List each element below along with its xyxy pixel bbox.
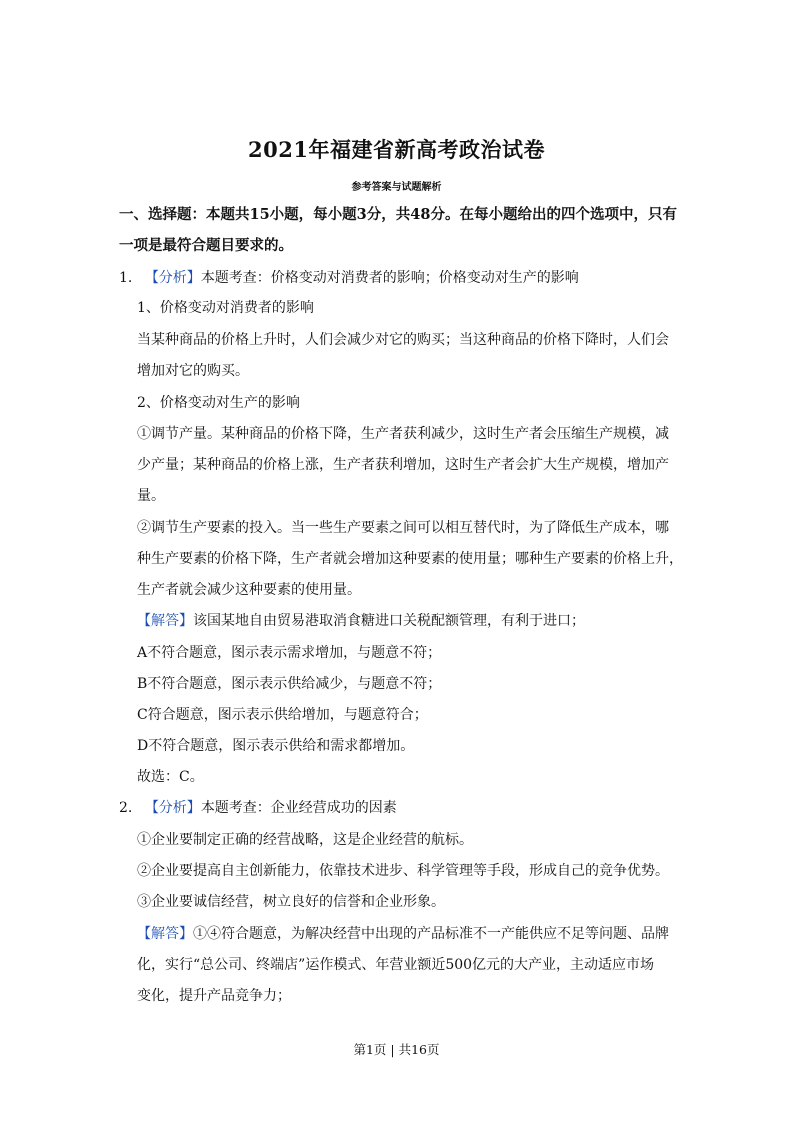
q2-answer-line xyxy=(137,924,669,944)
q1-answer-line xyxy=(137,611,585,631)
q2-text-line-3: ③企业要诚信经营，树立良好的信誉和企业形象。 xyxy=(137,894,445,910)
q1-text-line-4: 2、价格变动对生产的影响 xyxy=(137,395,300,411)
page-footer: 第1页 | 共16页 xyxy=(353,1042,440,1057)
q2-answer-text-1: ①④符合题意，为解决经营中出现的产品标准不一产能供应不足等问题、品牌 xyxy=(193,926,669,942)
q1-text-line-8: ②调节生产要素的投入。当一些生产要素之间可以相互替代时，为了降低生产成本，哪 xyxy=(137,520,669,536)
q1-option-c: C符合题意，图示表示供给增加，与题意符合； xyxy=(137,707,428,723)
q1-choice: 故选：C。 xyxy=(137,769,204,785)
page-title: 2021年福建省新高考政治试卷 xyxy=(248,137,545,162)
q1-analysis-text: 本题考查：价格变动对消费者的影响；价格变动对生产的影响 xyxy=(200,270,579,286)
q2-answer-text-3: 变化，提升产品竞争力； xyxy=(137,988,291,1004)
q1-text-line-2: 当某种商品的价格上升时，人们会减少对它的购买；当这种商品的价格下降时，人们会 xyxy=(137,332,669,348)
q1-answer-tag: 【解答】 xyxy=(137,613,193,629)
q2-analysis-text: 本题考查：企业经营成功的因素 xyxy=(200,800,397,816)
section-heading-line-1: 一、选择题：本题共15小题，每小题3分，共48分。在每小题给出的四个选项中，只有 xyxy=(119,206,677,223)
q2-number: 2. xyxy=(119,800,133,816)
q1-option-a: A不符合题意，图示表示需求增加，与题意不符； xyxy=(137,645,442,661)
q1-text-line-5: ①调节产量。某种商品的价格下降，生产者获利减少，这时生产者会压缩生产规模，减 xyxy=(137,426,669,442)
q2-text-line-2: ②企业要提高自主创新能力，依靠技术进步、科学管理等手段，形成自己的竞争优势。 xyxy=(137,863,669,879)
q1-text-line-3: 增加对它的购买。 xyxy=(137,363,249,379)
section-heading-line-2: 一项是最符合题目要求的。 xyxy=(119,237,293,254)
q1-text-line-1: 1、价格变动对消费者的影响 xyxy=(137,300,314,316)
q1-answer-text: 该国某地自由贸易港取消食糖进口关税配额管理，有利于进口； xyxy=(193,613,585,629)
q1-number: 1. xyxy=(119,270,133,286)
q1-text-line-9: 种生产要素的价格下降，生产者就会增加这种要素的使用量；哪种生产要素的价格上升， xyxy=(137,551,683,567)
q1-text-line-7: 量。 xyxy=(137,488,165,504)
q2-analysis-line xyxy=(119,798,397,818)
q1-analysis-tag: 【分析】 xyxy=(144,270,201,286)
q2-analysis-tag: 【分析】 xyxy=(144,800,201,816)
q1-option-b: B不符合题意，图示表示供给减少，与题意不符； xyxy=(137,676,442,692)
q2-answer-tag: 【解答】 xyxy=(137,926,193,942)
q1-option-d: D不符合题意，图示表示供给和需求都增加。 xyxy=(137,738,415,754)
page-subtitle: 参考答案与试题解析 xyxy=(351,182,442,193)
q2-text-line-1: ①企业要制定正确的经营战略，这是企业经营的航标。 xyxy=(137,832,473,848)
q2-answer-text-2: 化，实行“总公司、终端店”运作模式、年营业额近500亿元的大产业，主动适应市场 xyxy=(137,957,655,973)
q1-text-line-10: 生产者就会减少这种要素的使用量。 xyxy=(137,582,361,598)
q1-analysis-line xyxy=(119,268,579,288)
q1-text-line-6: 少产量；某种商品的价格上涨，生产者获利增加，这时生产者会扩大生产规模，增加产 xyxy=(137,457,669,473)
